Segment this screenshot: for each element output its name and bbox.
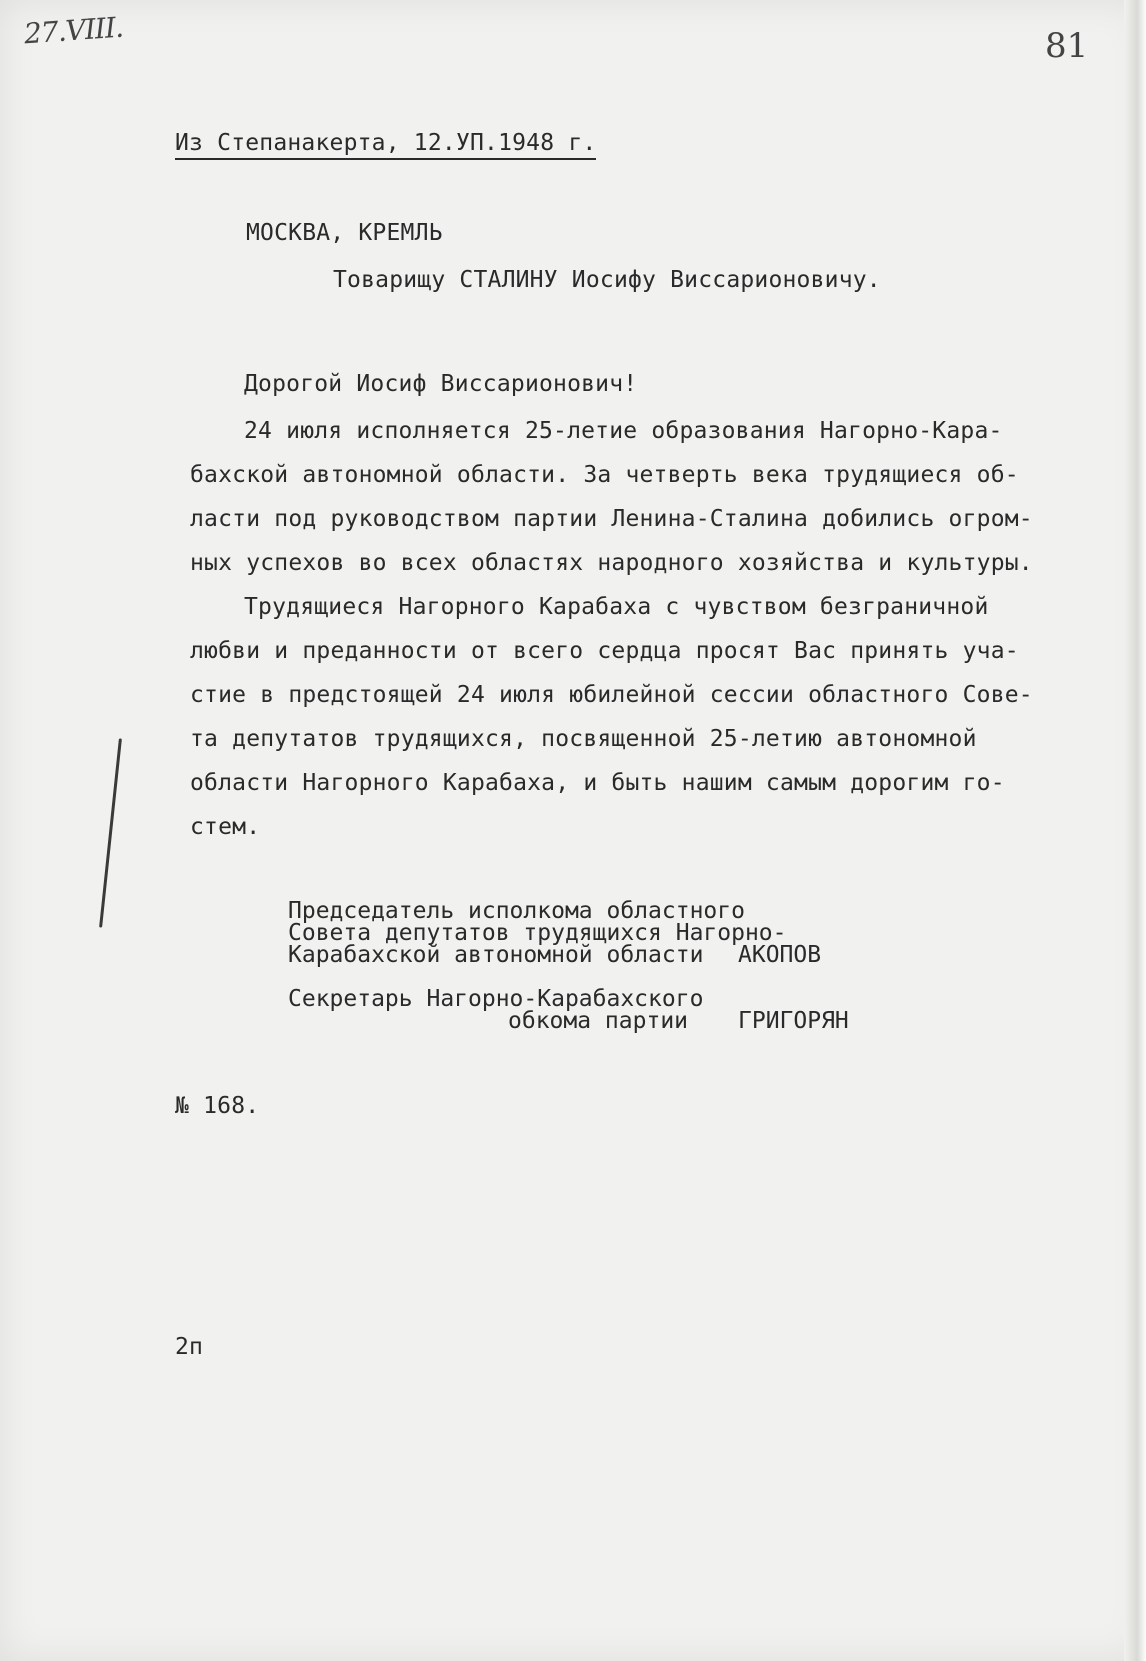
copies-mark: 2п bbox=[175, 1334, 204, 1360]
address-line-1: МОСКВА, КРЕМЛЬ bbox=[246, 220, 443, 246]
signatory-name-2: ГРИГОРЯН bbox=[738, 1008, 849, 1034]
address-line-2: Товарищу СТАЛИНУ Иосифу Виссарионовичу. bbox=[333, 267, 881, 293]
signature-block-2-line-1: Секретарь Нагорно-Карабахского bbox=[288, 986, 704, 1012]
handwritten-margin-stroke bbox=[99, 738, 122, 927]
salutation: Дорогой Иосиф Виссарионович! bbox=[244, 371, 638, 397]
paragraph2-line-6: стем. bbox=[190, 814, 261, 840]
signature-block-1-line-1: Председатель исполкома областного bbox=[288, 898, 745, 924]
handwritten-date-note: 27.VIII. bbox=[22, 10, 124, 51]
paragraph2-line-1: Трудящиеся Нагорного Карабаха с чувством безграничной bbox=[244, 594, 989, 620]
origin-line: Из Степанакерта, 12.УП.1948 г. bbox=[175, 130, 596, 160]
handwritten-folio-number: 81 bbox=[1045, 26, 1089, 66]
paragraph2-line-5: области Нагорного Карабаха, и быть нашим самым дорогим го- bbox=[190, 770, 1005, 796]
paragraph1-line-2: бахской автономной области. За четверть века трудящиеся об- bbox=[190, 462, 1019, 488]
signature-block-2-line-2: обкома партии bbox=[508, 1008, 689, 1034]
paragraph2-line-4: та депутатов трудящихся, посвященной 25-летию автономной bbox=[190, 726, 977, 752]
paragraph1-line-3: ласти под руководством партии Ленина-Сталина добились огром- bbox=[190, 506, 1033, 532]
signatory-name-1: АКОПОВ bbox=[738, 942, 822, 968]
signature-block-1-line-2: Совета депутатов трудящихся Нагорно- bbox=[288, 920, 787, 946]
page-edge-shadow bbox=[1124, 0, 1146, 1661]
paragraph2-line-3: стие в предстоящей 24 июля юбилейной сессии областного Сове- bbox=[190, 682, 1033, 708]
signature-block-1-line-3: Карабахской автономной области bbox=[288, 942, 704, 968]
paragraph1-line-4: ных успехов во всех областях народного хозяйства и культуры. bbox=[190, 550, 1033, 576]
paragraph1-line-1: 24 июля исполняется 25-летие образования Нагорно-Кара- bbox=[244, 418, 1003, 444]
paragraph2-line-2: любви и преданности от всего сердца просят Вас принять уча- bbox=[190, 638, 1019, 664]
document-number: № 168. bbox=[175, 1093, 260, 1119]
